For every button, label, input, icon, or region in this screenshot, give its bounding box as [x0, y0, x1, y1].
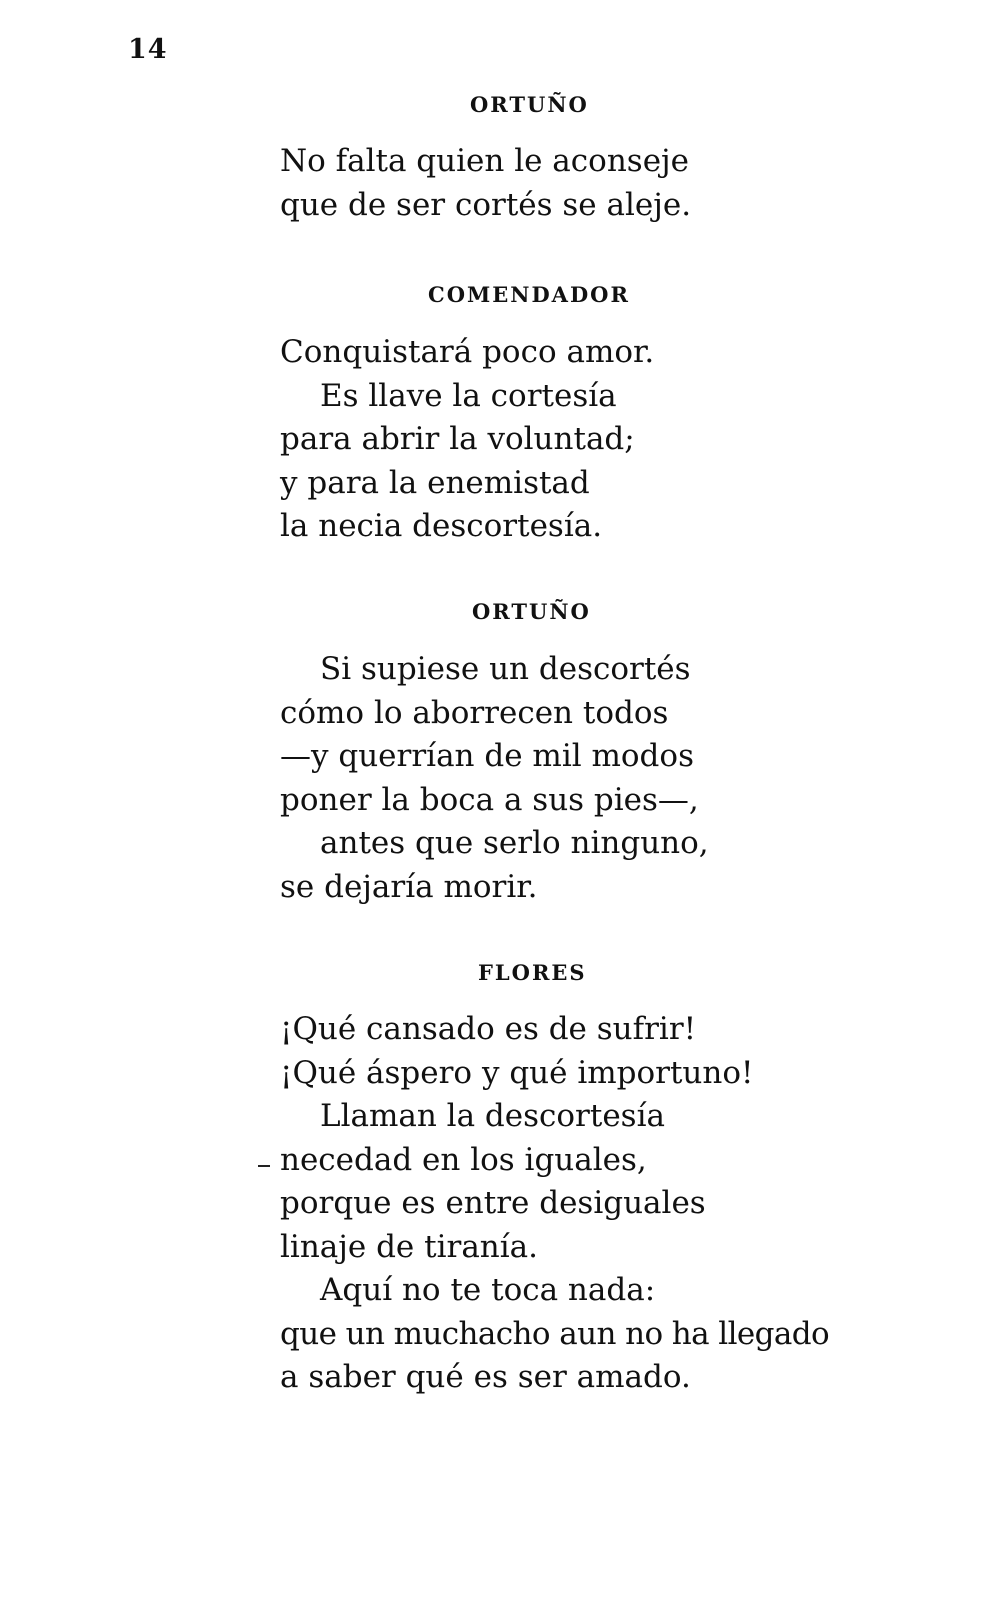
margin-dash-mark: [258, 1165, 270, 1167]
verse-line: porque es entre desiguales: [280, 1185, 706, 1221]
verse-line: antes que serlo ninguno,: [320, 825, 709, 861]
speaker-heading-ortuno-1: ORTUÑO: [470, 92, 589, 117]
stanza-ortuno-1: [280, 140, 920, 227]
stanza-ortuno-2: [280, 648, 920, 909]
verse-line: Conquistará poco amor.: [280, 334, 655, 370]
speaker-heading-ortuno-2: ORTUÑO: [472, 599, 591, 624]
verse-line: Si supiese un descortés: [320, 651, 691, 687]
verse-line: se dejaría morir.: [280, 868, 538, 905]
verse-line: que un muchacho aun no ha llegado: [280, 1315, 830, 1352]
verse-line: linaje de tiranía.: [280, 1228, 539, 1265]
verse-line: y para la enemistad: [280, 464, 590, 501]
verse-line: —y querrían de mil modos: [280, 738, 694, 774]
verse-line: a saber qué es ser amado.: [280, 1359, 691, 1395]
verse-line: cómo lo aborrecen todos: [280, 694, 669, 731]
stanza-flores: [280, 1008, 920, 1400]
page-number: 14: [128, 34, 168, 65]
verse-line: poner la boca a sus pies—,: [280, 781, 699, 818]
verse-line: Es llave la cortesía: [320, 377, 617, 414]
verse-line: la necia descortesía.: [280, 508, 603, 544]
verse-line: No falta quien le aconseje: [280, 143, 689, 179]
stanza-comendador: [280, 331, 920, 549]
verse-line: ¡Qué cansado es de sufrir!: [280, 1011, 697, 1047]
verse-line: ¡Qué áspero y qué importuno!: [280, 1054, 754, 1091]
speaker-heading-comendador: COMENDADOR: [428, 282, 630, 307]
speaker-heading-flores: FLORES: [478, 960, 587, 985]
verse-line: que de ser cortés se aleje.: [280, 186, 692, 223]
verse-line: necedad en los iguales,: [280, 1141, 647, 1178]
verse-line: para abrir la voluntad;: [280, 421, 635, 457]
verse-line: Llaman la descortesía: [320, 1098, 665, 1134]
verse-line: Aquí no te toca nada:: [320, 1272, 656, 1308]
